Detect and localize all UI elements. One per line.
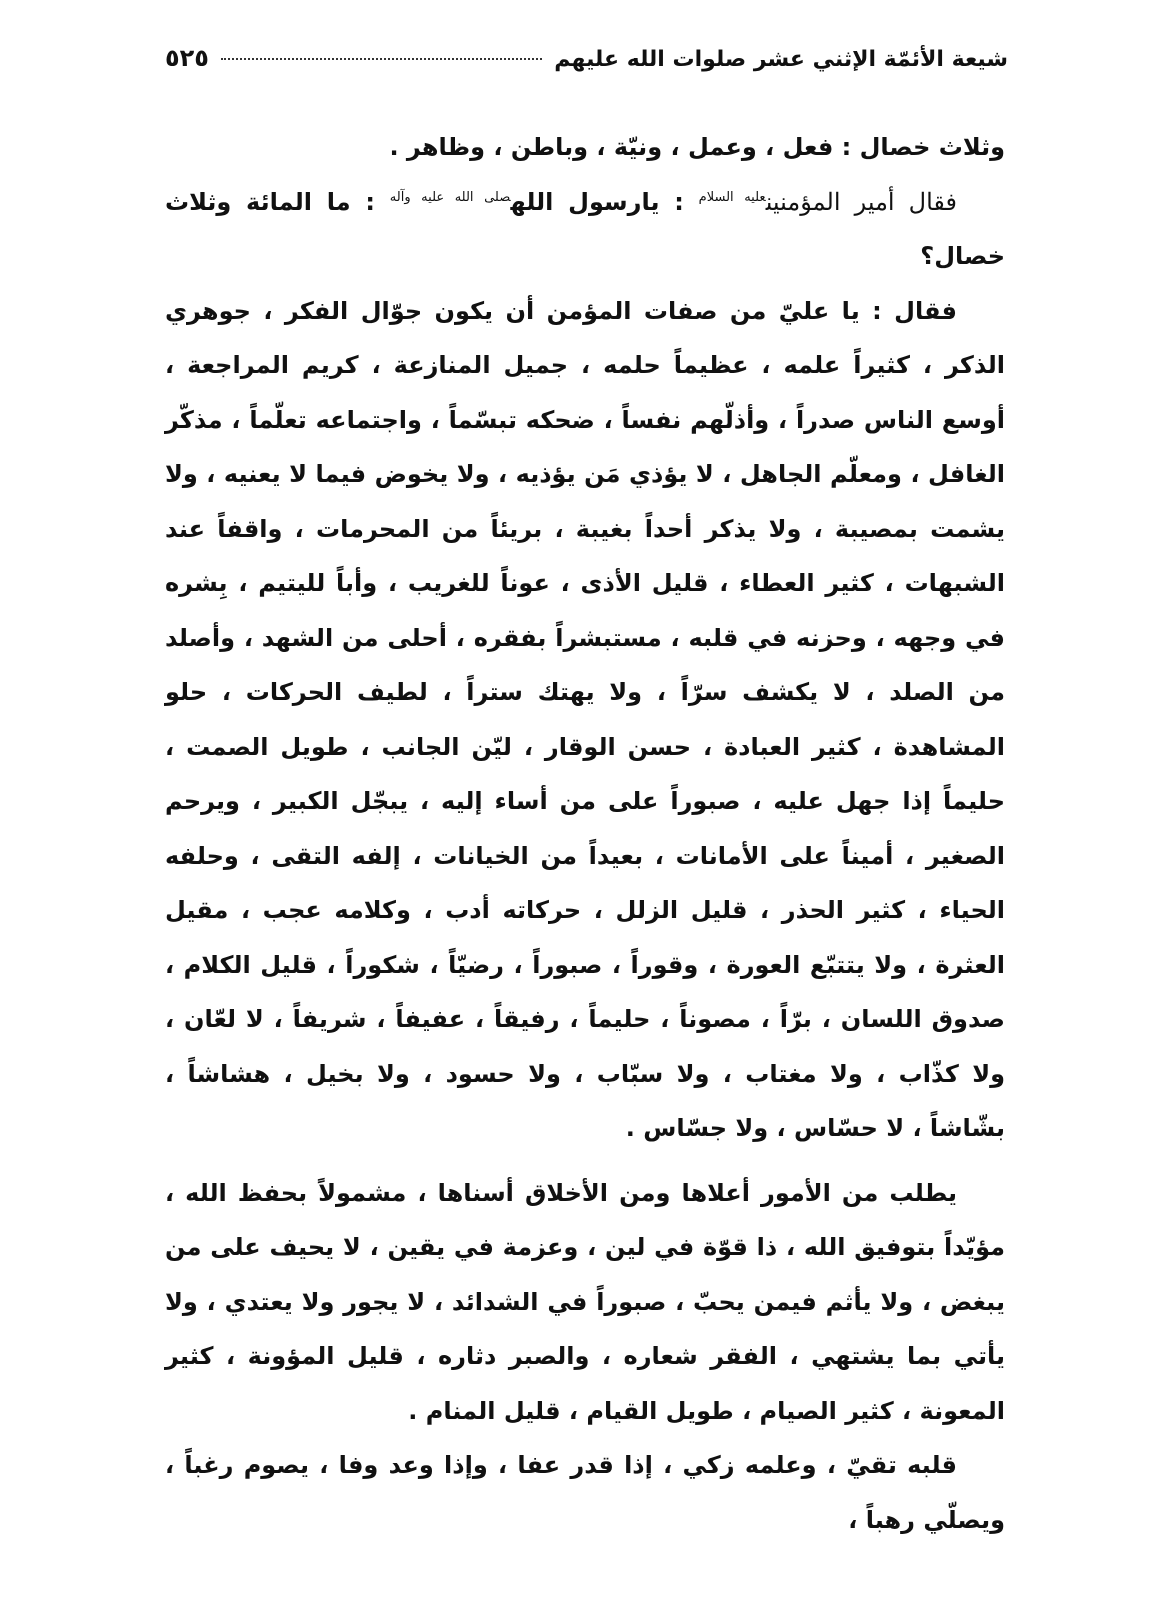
paragraph-question	[165, 175, 1005, 284]
page-number: ٥٢٥	[165, 44, 209, 72]
honorific-symbol: عليه السلام	[698, 189, 766, 205]
paragraph: وثلاث خصال : فعل ، وعمل ، ونيّة ، وباطن ، وظاهر .	[389, 133, 1005, 161]
question-middle: : يارسول الله	[510, 187, 699, 216]
paragraph: قلبه تقيّ ، وعلمه زكي ، إذا قدر عفا ، وإذا وعد وفا ، يصوم رغباً ، ويصلّي رهباً ،	[165, 1451, 1005, 1534]
paragraph: فقال : يا عليّ من صفات المؤمن أن يكون جوّال الفكر ، جوهري الذكر ، كثيراً علمه ، عظيماً حلمه ، جميل المنازعة ، كريم المراجعة ، أوسع الناس صدراً ، وأذلّهم نفساً ، ضحكه تبسّماً ، واجتماعه تعلّماً ، مذكّر الغافل ، ومعلّم الجاهل ، لا يؤذي مَن يؤذيه ، ولا يخوض فيما لا يعنيه ، ولا يشمت بمصيبة ، ولا يذكر أحداً بغيبة ، بريئاً من المحرمات ، واقفاً عند الشبهات ، كثير العطاء ، قليل الأذى ، عوناً للغريب ، وأباً لليتيم ، بِشره في وجهه ، وحزنه في قلبه ، مستبشراً بفقره ، أحلى من الشهد ، وأصلد من الصلد ، لا يكشف سرّاً ، ولا يهتك ستراً ، لطيف الحركات ، حلو المشاهدة ، كثير العبادة ، حسن الوقار ، ليّن الجانب ، طويل الصمت ، حليماً إذا جهل عليه ، صبوراً على من أساء إليه ، يبجّل الكبير ، ويرحم الصغير ، أميناً على الأمانات ، بعيداً من الخيانات ، إلفه التقى ، وحلفه الحياء ، كثير الحذر ، قليل الزلل ، حركاته أدب ، وكلامه عجب ، مقيل العثرة ، ولا يتتبّع العورة ، وقوراً ، صبوراً ، رضيّاً ، شكوراً ، قليل الكلام ، صدوق اللسان ، برّاً ، مصوناً ، حليماً ، رفيقاً ، عفيفاً ، شريفاً ، لا لعّان ، ولا كذّاب ، ولا مغتاب ، ولا سبّاب ، ولا حسود ، ولا بخيل ، هشاشاً ، بشّاشاً ، لا حسّاس ، ولا جسّاس .	[165, 296, 1005, 1142]
question-prefix: فقال أمير المؤمنين	[765, 187, 958, 216]
header-title: شيعة الأئمّة الإثني عشر صلوات الله عليهم	[554, 47, 1008, 72]
question-suffix: : ما المائة وثلاث خصال؟	[165, 187, 1005, 270]
header-leader-dots	[221, 58, 542, 60]
running-header	[165, 44, 1008, 84]
paragraph: يطلب من الأمور أعلاها ومن الأخلاق أسناها ، مشمولاً بحفظ الله ، مؤيّداً بتوفيق الله ، ذا قوّة في لين ، وعزمة في يقين ، لا يحيف على من يبغض ، ولا يأثم فيمن يحبّ ، صبوراً في الشدائد ، لا يجور ولا يعتدي ، ولا يأتي بما يشتهي ، الفقر شعاره ، والصبر دثاره ، قليل المؤونة ، كثير المعونة ، كثير الصيام ، طويل القيام ، قليل المنام .	[165, 1178, 1005, 1425]
body-text	[165, 120, 1005, 1547]
honorific-symbol: صلى الله عليه وآله	[389, 189, 511, 205]
